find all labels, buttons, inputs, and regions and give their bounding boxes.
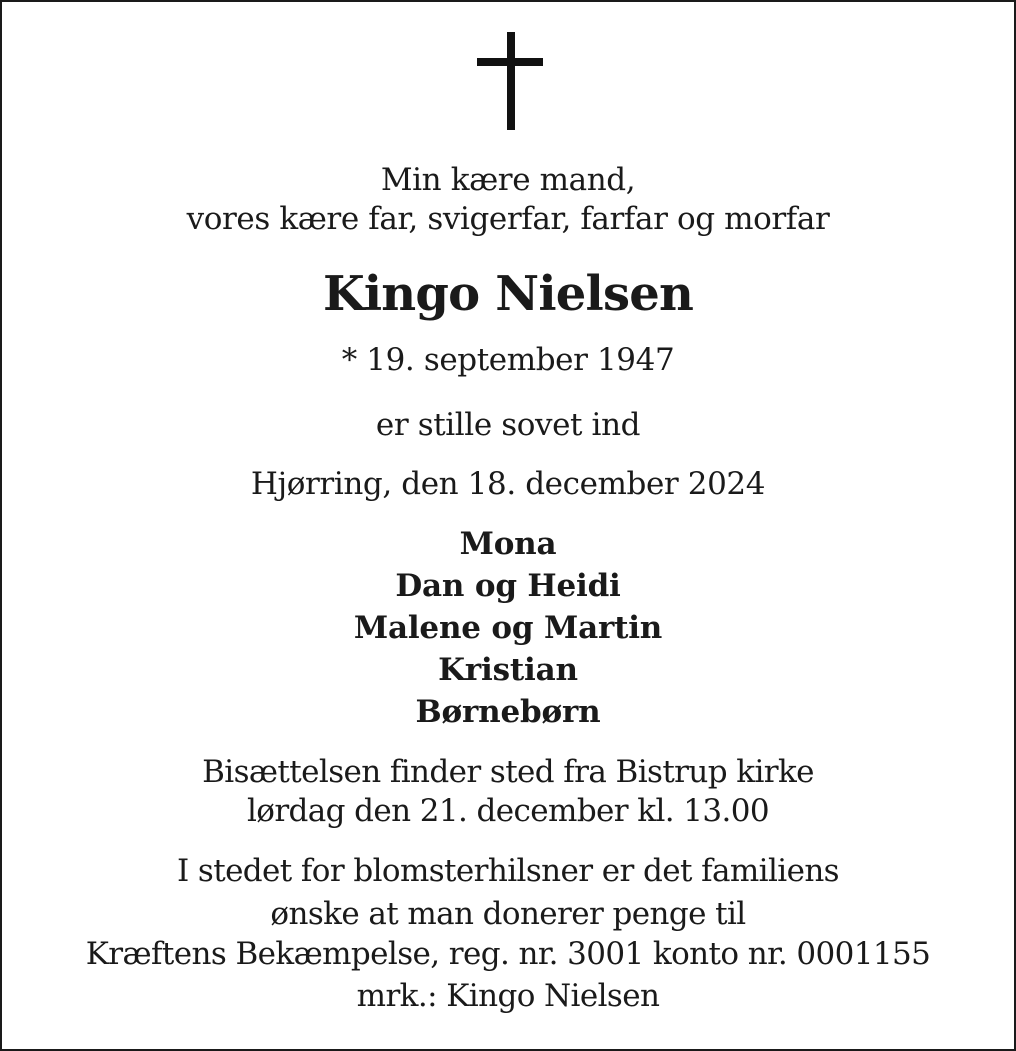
family-member: Kristian	[438, 652, 578, 688]
family-member: Malene og Martin	[353, 610, 663, 646]
deceased-name: Kingo Nielsen	[322, 266, 694, 322]
family-member: Børnebørn	[415, 694, 601, 730]
donation-line-2: ønske at man donerer penge til	[270, 896, 746, 932]
intro-line-1: Min kære mand,	[380, 162, 636, 198]
cross-icon	[477, 32, 543, 130]
birth-date: * 19. september 1947	[341, 342, 675, 378]
donation-line-1: I stedet for blomsterhilsner er det familiens	[177, 853, 839, 889]
family-member: Mona	[459, 526, 557, 562]
passed-text: er stille sovet ind	[375, 407, 641, 443]
place-and-date: Hjørring, den 18. december 2024	[250, 466, 766, 502]
family-member: Dan og Heidi	[395, 568, 621, 604]
donation-line-3: Kræftens Bekæmpelse, reg. nr. 3001 konto nr. 0001155	[85, 936, 931, 972]
intro-line-2: vores kære far, svigerfar, farfar og morfar	[186, 201, 830, 237]
funeral-info-line-1: Bisættelsen finder sted fra Bistrup kirke	[202, 754, 814, 790]
donation-line-4: mrk.: Kingo Nielsen	[356, 978, 660, 1014]
funeral-info-line-2: lørdag den 21. december kl. 13.00	[246, 793, 770, 829]
